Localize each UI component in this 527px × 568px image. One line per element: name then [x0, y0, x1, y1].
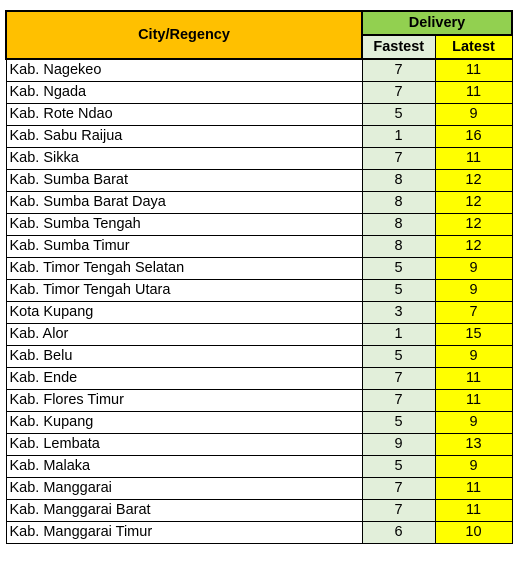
header-row-top — [6, 11, 512, 35]
latest-cell: 11 — [435, 82, 512, 104]
city-cell: Kab. Manggarai Barat — [6, 500, 362, 522]
city-cell: Kota Kupang — [6, 302, 362, 324]
latest-cell: 12 — [435, 192, 512, 214]
city-cell: Kab. Sumba Barat — [6, 170, 362, 192]
fastest-cell: 5 — [362, 258, 435, 280]
fastest-cell: 5 — [362, 280, 435, 302]
table-row — [6, 478, 512, 500]
table-row — [6, 236, 512, 258]
latest-cell: 11 — [435, 148, 512, 170]
delivery-group-header: Delivery — [362, 11, 512, 35]
table-header — [6, 11, 512, 59]
table-row — [6, 456, 512, 478]
latest-cell: 13 — [435, 434, 512, 456]
fastest-cell: 8 — [362, 192, 435, 214]
table-row — [6, 412, 512, 434]
latest-cell: 9 — [435, 280, 512, 302]
table-row — [6, 368, 512, 390]
table-row — [6, 148, 512, 170]
latest-cell: 10 — [435, 522, 512, 544]
city-cell: Kab. Flores Timur — [6, 390, 362, 412]
latest-column-header: Latest — [435, 35, 512, 59]
city-cell: Kab. Kupang — [6, 412, 362, 434]
fastest-cell: 7 — [362, 500, 435, 522]
latest-cell: 11 — [435, 390, 512, 412]
table-row — [6, 324, 512, 346]
fastest-cell: 8 — [362, 214, 435, 236]
fastest-cell: 7 — [362, 59, 435, 82]
fastest-cell: 7 — [362, 368, 435, 390]
latest-cell: 11 — [435, 478, 512, 500]
city-cell: Kab. Timor Tengah Selatan — [6, 258, 362, 280]
fastest-cell: 6 — [362, 522, 435, 544]
latest-cell: 9 — [435, 104, 512, 126]
fastest-cell: 7 — [362, 478, 435, 500]
latest-cell: 16 — [435, 126, 512, 148]
city-cell: Kab. Sumba Tengah — [6, 214, 362, 236]
latest-cell: 12 — [435, 214, 512, 236]
fastest-cell: 3 — [362, 302, 435, 324]
table-row — [6, 346, 512, 368]
fastest-cell: 7 — [362, 148, 435, 170]
latest-cell: 9 — [435, 346, 512, 368]
city-cell: Kab. Malaka — [6, 456, 362, 478]
latest-cell: 15 — [435, 324, 512, 346]
fastest-cell: 1 — [362, 126, 435, 148]
fastest-cell: 7 — [362, 390, 435, 412]
latest-cell: 9 — [435, 456, 512, 478]
city-cell: Kab. Ngada — [6, 82, 362, 104]
latest-cell: 7 — [435, 302, 512, 324]
latest-cell: 11 — [435, 500, 512, 522]
city-cell: Kab. Ende — [6, 368, 362, 390]
fastest-cell: 9 — [362, 434, 435, 456]
city-cell: Kab. Lembata — [6, 434, 362, 456]
fastest-column-header: Fastest — [362, 35, 435, 59]
fastest-cell: 5 — [362, 456, 435, 478]
city-cell: Kab. Sikka — [6, 148, 362, 170]
city-cell: Kab. Alor — [6, 324, 362, 346]
latest-cell: 12 — [435, 170, 512, 192]
table-row — [6, 500, 512, 522]
latest-cell: 11 — [435, 59, 512, 82]
table-row — [6, 214, 512, 236]
city-cell: Kab. Sumba Timur — [6, 236, 362, 258]
latest-cell: 11 — [435, 368, 512, 390]
fastest-cell: 8 — [362, 170, 435, 192]
latest-cell: 12 — [435, 236, 512, 258]
table-row — [6, 192, 512, 214]
delivery-table-container — [5, 10, 513, 544]
table-row — [6, 126, 512, 148]
fastest-cell: 8 — [362, 236, 435, 258]
table-row — [6, 390, 512, 412]
city-cell: Kab. Nagekeo — [6, 59, 362, 82]
table-row — [6, 59, 512, 82]
fastest-cell: 7 — [362, 82, 435, 104]
table-row — [6, 258, 512, 280]
table-row — [6, 280, 512, 302]
table-row — [6, 522, 512, 544]
city-cell: Kab. Manggarai — [6, 478, 362, 500]
city-column-header: City/Regency — [6, 11, 362, 59]
city-cell: Kab. Belu — [6, 346, 362, 368]
fastest-cell: 1 — [362, 324, 435, 346]
latest-cell: 9 — [435, 412, 512, 434]
city-cell: Kab. Timor Tengah Utara — [6, 280, 362, 302]
city-cell: Kab. Rote Ndao — [6, 104, 362, 126]
fastest-cell: 5 — [362, 412, 435, 434]
table-row — [6, 170, 512, 192]
table-row — [6, 104, 512, 126]
table-row — [6, 82, 512, 104]
delivery-table — [5, 10, 513, 544]
fastest-cell: 5 — [362, 104, 435, 126]
table-row — [6, 302, 512, 324]
table-body — [6, 59, 512, 544]
city-cell: Kab. Sabu Raijua — [6, 126, 362, 148]
city-cell: Kab. Manggarai Timur — [6, 522, 362, 544]
latest-cell: 9 — [435, 258, 512, 280]
fastest-cell: 5 — [362, 346, 435, 368]
city-cell: Kab. Sumba Barat Daya — [6, 192, 362, 214]
table-row — [6, 434, 512, 456]
